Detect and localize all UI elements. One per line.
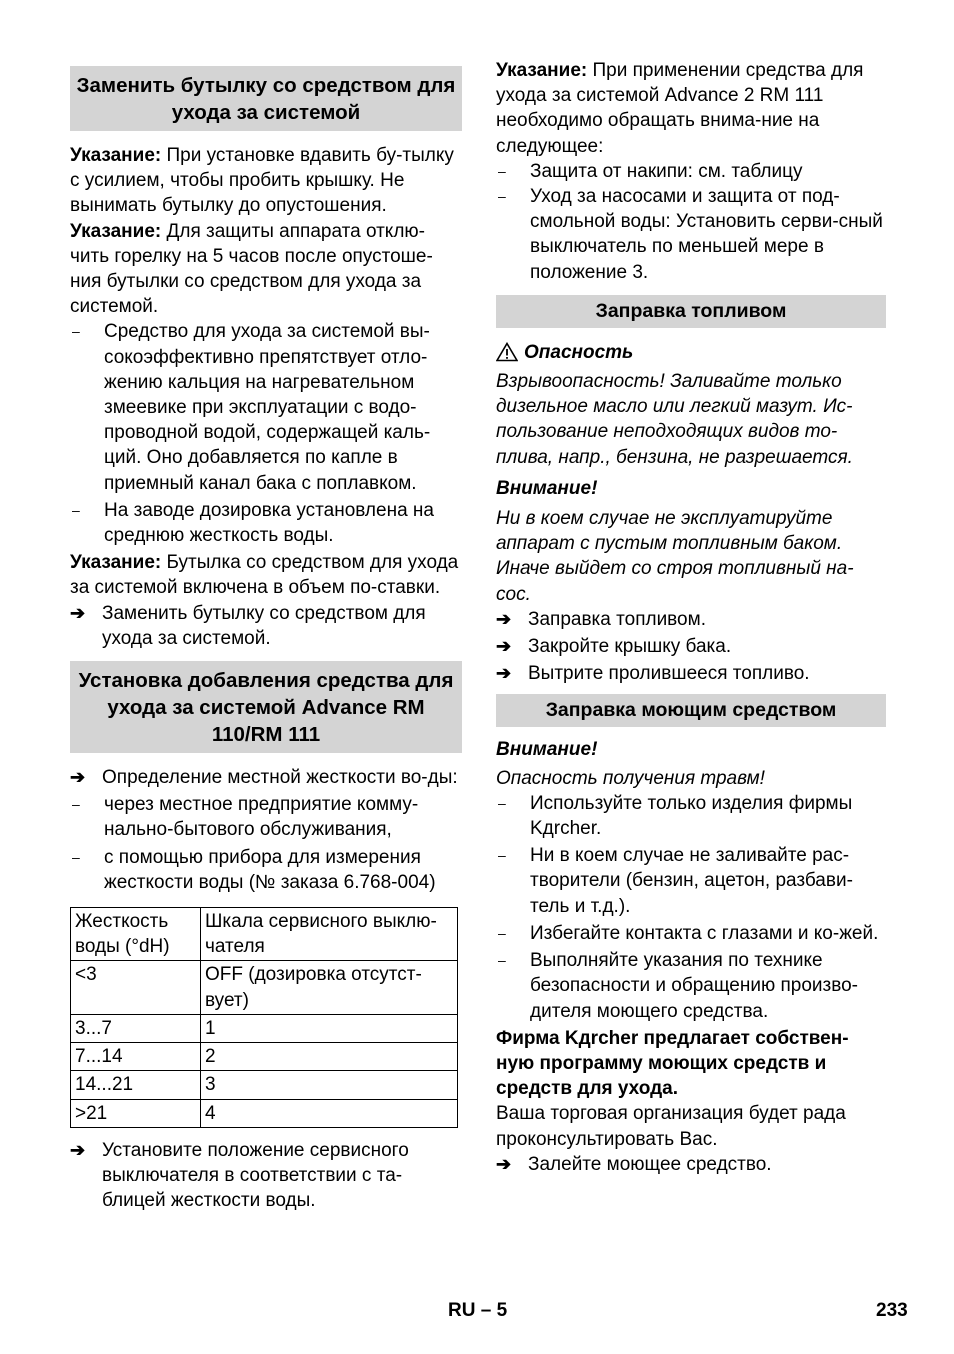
arrow-right-icon: ➔: [70, 1139, 86, 1160]
note-text: Для защиты аппарата отклю-чить горелку на 5 часов после опустоше-ния бутылки со средством для ухода за системой.: [70, 220, 433, 318]
table-row: [71, 1043, 458, 1071]
action-step: [496, 607, 886, 632]
table-row: [71, 961, 458, 1014]
section-heading-replace-bottle: Заменить бутылку со средством для ухода за системой: [70, 66, 462, 131]
danger-text: Взрывоопасность! Заливайте только дизельное масло или легкий мазут. Ис-пользование неподходящих видов то-плива, напр., бензина, не разрешается.: [496, 371, 853, 468]
table-row: [71, 1014, 458, 1042]
list-item-text: Используйте только изделия фирмы Kдrcher.: [530, 792, 853, 840]
right-column: [496, 58, 886, 1177]
dash-bullet-icon: –: [72, 796, 80, 813]
table-cell: >21: [71, 1099, 201, 1127]
table-row: [71, 1099, 458, 1127]
attention-text: Ни в коем случае не эксплуатируйте аппарат с пустым топливным баком. Иначе выйдет со строя топливный на-сос.: [496, 508, 854, 605]
section-heading-detergent: Заправка моющим средством: [496, 694, 886, 727]
section-page-label: RU – 5: [448, 1300, 508, 1321]
note-text: При применении средства для ухода за системой Advance 2 RM 111 необходимо обращать внима-ние на следующее:: [496, 60, 864, 157]
list-item-text: Выполняйте указания по технике безопасности и обращению произво-дителя моющего средства.: [530, 950, 859, 1022]
list-item-text: Средство для ухода за системой вы-сокоэффективно препятствует отло-жению кальция на нагревательном змеевике при эксплуатации с водо-проводной водой, содержащей каль-ций. Оно добавляется по капле в приемный канал бака с поплавком.: [104, 321, 431, 494]
list-item-text: Избегайте контакта с глазами и ко-жей.: [530, 922, 879, 944]
action-step-text: Установите положение сервисного выключателя в соответствии с та-блицей жесткости воды.: [102, 1139, 409, 1212]
dash-bullet-icon: –: [498, 794, 506, 811]
list-item-text: Ни в коем случае не заливайте рас-творители (бензин, ацетон, разбави-тель и т.д.).: [530, 845, 853, 917]
note-label: Указание:: [70, 145, 162, 166]
note-text: Бутылка со средством для ухода за системой включена в объем по-ставки.: [70, 552, 459, 599]
note-text: При установке вдавить бу-тылку с усилием, чтобы пробить крышку. Не вынимать бутылку до опустошения.: [70, 145, 454, 217]
table-row: [71, 1071, 458, 1099]
dash-list-item: [70, 498, 462, 548]
action-step-text: Залейте моющее средство.: [528, 1153, 772, 1175]
dash-list-item: [496, 948, 886, 1024]
note-paragraph: [70, 143, 462, 219]
arrow-right-icon: ➔: [496, 636, 512, 657]
action-step-text: Закройте крышку бака.: [528, 636, 732, 658]
note-label: Указание:: [496, 60, 588, 81]
table-cell: 3: [201, 1071, 458, 1099]
note-paragraph: [70, 219, 462, 320]
dash-bullet-icon: –: [498, 162, 506, 179]
list-item-text: Защита от накипи: см. таблицу: [530, 160, 803, 182]
dash-list-item: [70, 792, 462, 842]
arrow-right-icon: ➔: [70, 767, 86, 788]
attention-label: Внимание!: [496, 477, 598, 499]
dash-bullet-icon: –: [498, 924, 506, 941]
dash-list-item: [496, 921, 886, 946]
table-header-cell: Жесткость воды (°dH): [71, 908, 201, 961]
action-step-text: Заменить бутылку со средством для ухода за системой.: [102, 602, 426, 649]
table-cell: 3...7: [71, 1014, 201, 1042]
dash-list-item: [70, 319, 462, 495]
section-heading-install-advance: Установка добавления средства для ухода за системой Advance RM 110/RM 111: [70, 661, 462, 753]
note-paragraph: [496, 58, 886, 159]
dash-bullet-icon: –: [498, 188, 506, 205]
table-header-cell: Шкала сервисного выклю-чателя: [201, 908, 458, 961]
arrow-right-icon: ➔: [70, 602, 86, 623]
action-step: [496, 661, 886, 686]
karcher-offer-heading: Фирма Kдrcher предлагает собствен-ную программу моющих средств и средств для ухода.: [496, 1027, 849, 1100]
dash-list-item: [70, 845, 462, 895]
action-step-text: Определение местной жесткости во-ды:: [102, 767, 458, 789]
dash-list-item: [496, 791, 886, 841]
action-step-text: Заправка топливом.: [528, 608, 706, 630]
dash-list-item: [496, 159, 886, 184]
page-number: 233: [876, 1300, 908, 1321]
list-item-text: с помощью прибора для измерения жесткости воды (№ заказа 6.768-004): [104, 846, 436, 893]
dash-bullet-icon: –: [498, 952, 506, 969]
section-heading-fuel: Заправка топливом: [496, 295, 886, 328]
dash-bullet-icon: –: [72, 323, 80, 340]
table-cell: 4: [201, 1099, 458, 1127]
table-cell: 7...14: [71, 1043, 201, 1071]
arrow-right-icon: ➔: [496, 608, 512, 629]
action-step-text: Вытрите пролившееся топливо.: [528, 663, 810, 685]
dash-bullet-icon: –: [72, 501, 80, 518]
dash-list-item: [496, 843, 886, 919]
table-cell: 1: [201, 1014, 458, 1042]
left-column: [70, 58, 462, 1213]
table-header-row: [71, 908, 458, 961]
dash-bullet-icon: –: [498, 847, 506, 864]
dash-list-item: [496, 184, 886, 285]
note-paragraph: [70, 550, 462, 600]
arrow-right-icon: ➔: [496, 1153, 512, 1174]
note-label: Указание:: [70, 552, 162, 574]
dealer-paragraph: Ваша торговая организация будет рада проконсультировать Вас.: [496, 1103, 846, 1150]
action-step: [70, 601, 462, 651]
warning-triangle-icon: [496, 342, 518, 362]
action-step: [70, 765, 462, 790]
list-item-text: через местное предприятие комму-нально-бытового обслуживания,: [104, 794, 419, 841]
danger-heading: [496, 340, 886, 365]
action-step: [496, 634, 886, 659]
arrow-right-icon: ➔: [496, 663, 512, 684]
danger-label: Опасность: [524, 341, 634, 363]
table-cell: 2: [201, 1043, 458, 1071]
note-label: Указание:: [70, 220, 162, 242]
list-item-text: На заводе дозировка установлена на среднюю жесткость воды.: [104, 499, 434, 547]
water-hardness-table: [70, 907, 458, 1128]
attention-label: Внимание!: [496, 739, 598, 761]
table-cell: <3: [71, 961, 201, 1014]
list-item-text: Уход за насосами и защита от под-смольной воды: Установить серви-сный выключатель по меньшей мере в положение 3.: [530, 186, 883, 283]
action-step: [70, 1138, 462, 1214]
action-step: [496, 1152, 886, 1177]
table-cell: 14...21: [71, 1071, 201, 1099]
dash-bullet-icon: –: [72, 848, 80, 865]
table-cell: OFF (дозировка отсутст-вует): [201, 961, 458, 1014]
attention-text: Опасность получения травм!: [496, 767, 765, 789]
